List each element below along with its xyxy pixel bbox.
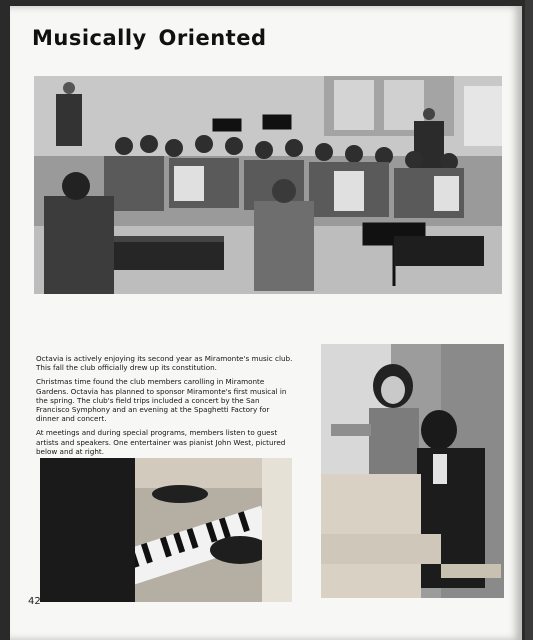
yearbook-page — [10, 6, 522, 640]
article-paragraph: Octavia is actively enjoying its second year as Miramonte's music club. This fall the club officially drew up its constitution. — [36, 354, 293, 373]
article-paragraph: At meetings and during special programs, members listen to guest artists and speakers. One entertainer was pianist John West, pictured below and at right. — [36, 428, 286, 456]
page-edge-shadow — [525, 0, 533, 640]
page-title: Musically Oriented — [32, 26, 267, 50]
girl-and-pianist-photo — [321, 344, 504, 598]
band-rehearsal-photo — [34, 76, 502, 294]
article-paragraph: Christmas time found the club members carolling in Miramonte Gardens. Octavia has planned to sponsor Miramonte's first musical in the spring. The club's field trips included a concert by the San Francisco Symphony and an evening at the Spaghetti Factory for dinner and concert. — [36, 377, 287, 424]
article-body — [36, 354, 294, 461]
hands-on-keyboard-photo — [40, 458, 292, 602]
page-number: 42 — [28, 596, 41, 607]
